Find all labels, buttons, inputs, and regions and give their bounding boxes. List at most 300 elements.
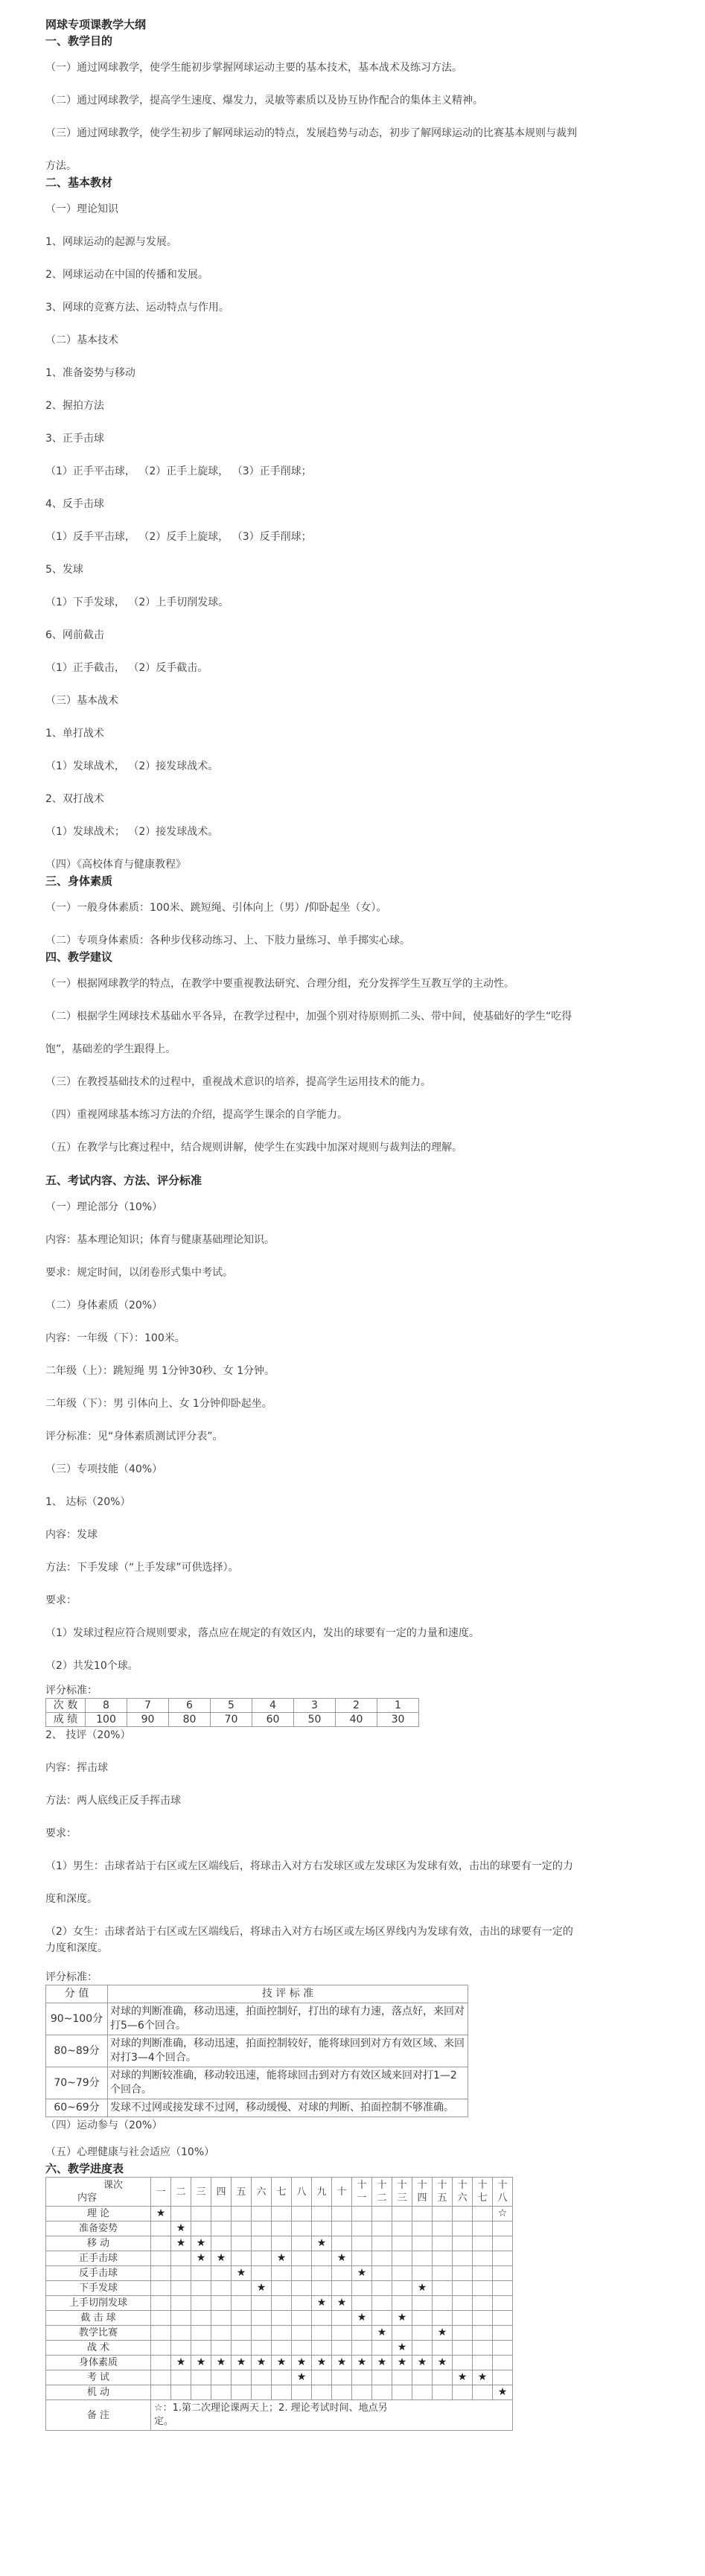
score-cell: 70 (211, 1713, 252, 1727)
schedule-empty-cell (312, 2281, 332, 2296)
schedule-empty-cell (352, 2385, 372, 2400)
s3-para-1: （一）一般身体素质：100米、跳短绳、引体向上（男）/仰卧起坐（女）。 (45, 902, 387, 914)
schedule-empty-cell (232, 2281, 252, 2296)
schedule-empty-cell (412, 2207, 433, 2222)
schedule-empty-cell (211, 2311, 232, 2326)
s2-textbook: （四）《高校体育与健康教程》 (45, 859, 186, 871)
schedule-empty-cell (292, 2311, 312, 2326)
schedule-empty-cell (211, 2222, 232, 2236)
s5-line: 内容：基本理论知识；体育与健康基础理论知识。 (45, 1234, 275, 1246)
schedule-row (46, 2311, 513, 2326)
schedule-empty-cell (252, 2207, 272, 2222)
star-icon: ★ (316, 2356, 327, 2368)
schedule-empty-cell (392, 2370, 412, 2385)
grade-score: 60~69分 (46, 2099, 108, 2117)
schedule-empty-cell (272, 2341, 292, 2356)
schedule-empty-cell (252, 2311, 272, 2326)
star-icon: ★ (316, 2297, 327, 2309)
schedule-empty-cell (171, 2251, 191, 2266)
schedule-empty-cell (332, 2207, 352, 2222)
schedule-empty-cell (392, 2266, 412, 2281)
schedule-empty-cell (473, 2311, 493, 2326)
grade-standard: 对球的判断准确，移动迅速，拍面控制较好，能将球回到对方有效区域、来回对打3—4个回合。 (108, 2035, 468, 2067)
schedule-empty-cell (473, 2236, 493, 2251)
grade-header-score: 分 值 (46, 1985, 108, 2003)
star-icon: ★ (236, 2356, 246, 2368)
count-cell: 7 (127, 1699, 169, 1713)
schedule-empty-cell (211, 2266, 232, 2281)
schedule-empty-cell (453, 2266, 473, 2281)
schedule-header-row (46, 2178, 513, 2207)
schedule-mark-cell (272, 2356, 292, 2370)
schedule-empty-cell (493, 2311, 513, 2326)
schedule-empty-cell (352, 2326, 372, 2341)
note-line: ☆：1.第二次理论课两天上；2. 理论考试时间、地点另 (154, 2402, 388, 2414)
schedule-row (46, 2207, 513, 2222)
schedule-empty-cell (493, 2370, 513, 2385)
schedule-empty-cell (272, 2236, 292, 2251)
schedule-row-label: 下手发球 (46, 2281, 151, 2296)
week-header-char: 十 (457, 2180, 468, 2191)
schedule-empty-cell (473, 2266, 493, 2281)
s5-line: （1）发球过程应符合规则要求，落点应在规定的有效区内，发出的球要有一定的力量和速度。 (45, 1627, 479, 1639)
star-icon: ★ (377, 2356, 387, 2368)
schedule-empty-cell (211, 2326, 232, 2341)
star-icon: ★ (437, 2327, 447, 2338)
note-line: 定。 (154, 2416, 174, 2427)
schedule-empty-cell (412, 2341, 433, 2356)
schedule-empty-cell (171, 2311, 191, 2326)
grade-standard: 对球的判断准确，移动迅速，拍面控制好，打出的球有力速，落点好，来回对打5—6个回合。 (108, 2003, 468, 2035)
schedule-empty-cell (453, 2385, 473, 2400)
star-icon: ★ (256, 2282, 267, 2294)
s2-line: 3、网球的竞赛方法、运动特点与作用。 (45, 302, 229, 314)
schedule-mark-cell (493, 2207, 513, 2222)
schedule-empty-cell (433, 2341, 453, 2356)
schedule-empty-cell (272, 2326, 292, 2341)
week-header-char: 五 (437, 2192, 447, 2204)
s2-line: 2、网球运动在中国的传播和发展。 (45, 269, 208, 281)
schedule-empty-cell (392, 2207, 412, 2222)
week-header-char: 十 (397, 2180, 407, 2191)
week-header-char: 一 (357, 2192, 367, 2204)
schedule-empty-cell (252, 2251, 272, 2266)
schedule-empty-cell (252, 2296, 272, 2311)
schedule-row-label: 理 论 (46, 2207, 151, 2222)
s5-line: 内容：挥击球 (45, 1762, 108, 1774)
schedule-mark-cell (312, 2296, 332, 2311)
star-icon: ★ (457, 2371, 468, 2383)
schedule-empty-cell (392, 2251, 412, 2266)
schedule-row (46, 2370, 513, 2385)
grade-header-standard: 技 评 标 准 (108, 1985, 468, 2003)
schedule-mark-cell (171, 2222, 191, 2236)
schedule-empty-cell (151, 2281, 171, 2296)
schedule-empty-cell (171, 2385, 191, 2400)
schedule-empty-cell (433, 2370, 453, 2385)
schedule-mark-cell (352, 2356, 372, 2370)
schedule-empty-cell (252, 2385, 272, 2400)
schedule-empty-cell (292, 2236, 312, 2251)
schedule-empty-cell (332, 2385, 352, 2400)
schedule-empty-cell (493, 2341, 513, 2356)
schedule-empty-cell (292, 2341, 312, 2356)
schedule-empty-cell (312, 2222, 332, 2236)
schedule-empty-cell (372, 2385, 392, 2400)
star-icon: ★ (397, 2356, 407, 2368)
s2-line: 1、单打战术 (45, 728, 104, 740)
schedule-mark-cell (412, 2281, 433, 2296)
schedule-row (46, 2281, 513, 2296)
schedule-mark-cell (191, 2251, 211, 2266)
week-header-char: 十 (377, 2180, 387, 2191)
week-header-cell (412, 2178, 433, 2207)
section-4-heading: 四、教学建议 (45, 950, 113, 964)
score-cell: 80 (169, 1713, 211, 1727)
schedule-empty-cell (392, 2281, 412, 2296)
schedule-empty-cell (453, 2236, 473, 2251)
schedule-empty-cell (232, 2311, 252, 2326)
schedule-empty-cell (252, 2341, 272, 2356)
schedule-empty-cell (292, 2385, 312, 2400)
s5-line: 要求： (45, 1828, 77, 1839)
schedule-empty-cell (352, 2281, 372, 2296)
s2-line: （三）基本战术 (45, 695, 118, 707)
count-cell: 3 (294, 1699, 336, 1713)
note-content (151, 2400, 513, 2431)
schedule-mark-cell (191, 2356, 211, 2370)
schedule-row (46, 2266, 513, 2281)
s2-line: 2、握拍方法 (45, 400, 104, 412)
schedule-empty-cell (232, 2370, 252, 2385)
s1-para-3: （三）通过网球教学，使学生初步了解网球运动的特点，发展趋势与动态，初步了解网球运动的比赛基本规则与裁判 (45, 127, 577, 139)
week-header-cell: 五 (232, 2178, 252, 2207)
schedule-empty-cell (232, 2326, 252, 2341)
s1-para-2: （二）通过网球教学，提高学生速度、爆发力，灵敏等素质以及协互协作配合的集体主义精神。 (45, 95, 483, 106)
schedule-empty-cell (493, 2281, 513, 2296)
count-cell: 8 (86, 1699, 127, 1713)
schedule-mark-cell (332, 2356, 352, 2370)
schedule-mark-cell (352, 2311, 372, 2326)
schedule-empty-cell (473, 2341, 493, 2356)
count-cell: 4 (252, 1699, 294, 1713)
schedule-empty-cell (433, 2236, 453, 2251)
teaching-schedule-table (45, 2177, 513, 2431)
s2-line: （1）发球战术； （2）接发球战术。 (45, 826, 219, 838)
s5-line: 内容：发球 (45, 1529, 98, 1541)
schedule-empty-cell (372, 2222, 392, 2236)
schedule-empty-cell (312, 2311, 332, 2326)
schedule-empty-cell (433, 2281, 453, 2296)
schedule-empty-cell (493, 2296, 513, 2311)
schedule-empty-cell (473, 2326, 493, 2341)
male-requirement: （1）男生：击球者站于右区或左区端线后，将球击入对方右发球区或左发球区为发球有效，击出的球要有一定的力 (45, 1860, 573, 1872)
score-cell: 30 (377, 1713, 419, 1727)
schedule-empty-cell (272, 2311, 292, 2326)
schedule-empty-cell (412, 2266, 433, 2281)
schedule-empty-cell (392, 2385, 412, 2400)
schedule-row-label: 移 动 (46, 2236, 151, 2251)
schedule-empty-cell (232, 2222, 252, 2236)
schedule-empty-cell (232, 2385, 252, 2400)
schedule-empty-cell (312, 2341, 332, 2356)
schedule-empty-cell (292, 2326, 312, 2341)
schedule-empty-cell (191, 2281, 211, 2296)
document-title: 网球专项课教学大纲 (45, 18, 147, 31)
star-icon: ★ (397, 2312, 407, 2324)
schedule-empty-cell (151, 2222, 171, 2236)
schedule-row-label: 考 试 (46, 2370, 151, 2385)
s4-para-2: （二）根据学生网球技术基础水平各异，在教学过程中，加强个别对待原则抓二头、带中间，使基础好的学生“吃得 (45, 1011, 572, 1023)
week-header-cell (392, 2178, 412, 2207)
schedule-mark-cell (412, 2356, 433, 2370)
score-row-label-scores: 成 绩 (46, 1713, 86, 1727)
score-cell: 100 (86, 1713, 127, 1727)
week-header-char: 七 (477, 2192, 488, 2204)
schedule-empty-cell (453, 2281, 473, 2296)
week-header-cell: 八 (292, 2178, 312, 2207)
schedule-mark-cell (372, 2326, 392, 2341)
female-requirement-cont: 力度和深度。 (45, 1942, 108, 1954)
star-icon: ★ (417, 2282, 427, 2294)
schedule-empty-cell (372, 2207, 392, 2222)
star-icon: ★ (176, 2222, 186, 2234)
schedule-empty-cell (191, 2266, 211, 2281)
star-icon: ★ (196, 2356, 206, 2368)
s4-para-2-cont: 饱”，基础差的学生跟得上。 (45, 1043, 176, 1055)
schedule-empty-cell (493, 2222, 513, 2236)
open-star-icon: ☆ (497, 2207, 508, 2219)
schedule-empty-cell (211, 2370, 232, 2385)
score-cell: 50 (294, 1713, 336, 1727)
schedule-empty-cell (453, 2251, 473, 2266)
schedule-corner-cell (46, 2178, 151, 2207)
s5-line: 内容：一年级（下）：100米。 (45, 1332, 185, 1344)
star-icon: ★ (497, 2386, 508, 2398)
s5-line: （一）理论部分（10%） (45, 1201, 163, 1213)
score-row-label-counts: 次 数 (46, 1699, 86, 1713)
schedule-mark-cell (392, 2341, 412, 2356)
star-icon: ★ (477, 2371, 488, 2383)
corner-lesson-label: 课次 (103, 2180, 123, 2191)
week-header-cell (493, 2178, 513, 2207)
schedule-empty-cell (433, 2385, 453, 2400)
schedule-empty-cell (312, 2385, 332, 2400)
grade-row (46, 2099, 468, 2117)
schedule-row-label: 身体素质 (46, 2356, 151, 2370)
week-header-cell: 六 (252, 2178, 272, 2207)
s5-line: 要求： (45, 1594, 77, 1606)
schedule-empty-cell (453, 2356, 473, 2370)
section-1-heading: 一、教学目的 (45, 34, 113, 48)
schedule-empty-cell (412, 2251, 433, 2266)
s1-para-3-cont: 方法。 (45, 160, 77, 172)
note-label: 备 注 (46, 2400, 151, 2431)
female-requirement: （2）女生：击球者站于右区或左区端线后，将球击入对方右场区或左场区界线内为发球有效，击出的球要有一定的 (45, 1926, 573, 1938)
star-icon: ★ (377, 2327, 387, 2338)
schedule-empty-cell (191, 2341, 211, 2356)
schedule-mark-cell (211, 2251, 232, 2266)
s4-para-4: （四）重视网球基本练习方法的介绍，提高学生课余的自学能力。 (45, 1109, 348, 1121)
schedule-empty-cell (412, 2385, 433, 2400)
week-header-char: 十 (477, 2180, 488, 2191)
schedule-empty-cell (433, 2266, 453, 2281)
schedule-mark-cell (332, 2296, 352, 2311)
serve-score-table (45, 1698, 419, 1727)
schedule-empty-cell (312, 2207, 332, 2222)
schedule-empty-cell (473, 2296, 493, 2311)
schedule-empty-cell (252, 2266, 272, 2281)
schedule-mark-cell (493, 2385, 513, 2400)
schedule-empty-cell (292, 2222, 312, 2236)
schedule-empty-cell (211, 2296, 232, 2311)
star-icon: ★ (336, 2356, 347, 2368)
schedule-empty-cell (292, 2296, 312, 2311)
week-header-cell: 一 (151, 2178, 171, 2207)
schedule-empty-cell (252, 2236, 272, 2251)
schedule-empty-cell (272, 2266, 292, 2281)
week-header-char: 十 (417, 2180, 427, 2191)
schedule-empty-cell (211, 2236, 232, 2251)
s2-line: 3、正手击球 (45, 433, 104, 445)
schedule-row (46, 2222, 513, 2236)
schedule-empty-cell (211, 2207, 232, 2222)
schedule-empty-cell (332, 2281, 352, 2296)
schedule-mark-cell (473, 2370, 493, 2385)
schedule-empty-cell (392, 2326, 412, 2341)
week-header-char: 八 (497, 2192, 508, 2204)
schedule-empty-cell (453, 2222, 473, 2236)
schedule-empty-cell (453, 2207, 473, 2222)
schedule-mark-cell (453, 2370, 473, 2385)
schedule-empty-cell (493, 2356, 513, 2370)
schedule-mark-cell (292, 2370, 312, 2385)
schedule-row-label: 上手切削发球 (46, 2296, 151, 2311)
star-icon: ★ (336, 2252, 347, 2264)
star-icon: ★ (256, 2356, 267, 2368)
count-cell: 2 (336, 1699, 377, 1713)
star-icon: ★ (236, 2267, 246, 2279)
score-table-row-counts (46, 1699, 419, 1713)
star-icon: ★ (357, 2267, 367, 2279)
schedule-empty-cell (272, 2296, 292, 2311)
schedule-empty-cell (453, 2326, 473, 2341)
schedule-mark-cell (332, 2251, 352, 2266)
schedule-empty-cell (191, 2385, 211, 2400)
week-header-cell (433, 2178, 453, 2207)
s5-line: 方法：两人底线正反手挥击球 (45, 1795, 181, 1807)
schedule-empty-cell (191, 2207, 211, 2222)
s3-para-2: （二）专项身体素质：各种步伐移动练习、上、下肢力量练习、单手掷实心球。 (45, 935, 410, 947)
schedule-mark-cell (272, 2251, 292, 2266)
schedule-row-label: 机 动 (46, 2385, 151, 2400)
week-header-cell: 九 (312, 2178, 332, 2207)
schedule-row-label: 准备姿势 (46, 2222, 151, 2236)
star-icon: ★ (216, 2356, 226, 2368)
section-2-heading: 二、基本教材 (45, 176, 113, 189)
schedule-empty-cell (232, 2296, 252, 2311)
schedule-empty-cell (191, 2370, 211, 2385)
grade-standard-label: 评分标准： (45, 1971, 98, 1983)
schedule-empty-cell (473, 2207, 493, 2222)
s4-para-5: （五）在教学与比赛过程中，结合规则讲解，使学生在实践中加深对规则与裁判法的理解。 (45, 1142, 462, 1154)
section-5-heading: 五、考试内容、方法、评分标准 (45, 1174, 202, 1187)
schedule-empty-cell (171, 2370, 191, 2385)
schedule-empty-cell (232, 2341, 252, 2356)
s2-line: （1）反手平击球， （2）反手上旋球， （3）反手削球； (45, 531, 312, 543)
schedule-empty-cell (171, 2266, 191, 2281)
star-icon: ★ (296, 2371, 307, 2383)
schedule-empty-cell (312, 2251, 332, 2266)
schedule-mark-cell (232, 2356, 252, 2370)
schedule-empty-cell (412, 2311, 433, 2326)
score-cell: 90 (127, 1713, 169, 1727)
count-cell: 5 (211, 1699, 252, 1713)
schedule-empty-cell (433, 2311, 453, 2326)
schedule-empty-cell (292, 2266, 312, 2281)
s5-line: （2）共发10个球。 (45, 1660, 138, 1672)
star-icon: ★ (357, 2312, 367, 2324)
schedule-empty-cell (171, 2296, 191, 2311)
schedule-empty-cell (453, 2296, 473, 2311)
star-icon: ★ (196, 2252, 206, 2264)
schedule-empty-cell (372, 2281, 392, 2296)
schedule-empty-cell (211, 2281, 232, 2296)
schedule-empty-cell (352, 2370, 372, 2385)
schedule-mark-cell (191, 2236, 211, 2251)
week-header-cell: 七 (272, 2178, 292, 2207)
week-header-char: 二 (377, 2192, 387, 2204)
schedule-empty-cell (151, 2385, 171, 2400)
star-icon: ★ (196, 2237, 206, 2249)
s4-para-1: （一）根据网球教学的特点，在教学中要重视教法研究、合理分组，充分发挥学生互教互学的主动性。 (45, 978, 514, 990)
schedule-empty-cell (232, 2207, 252, 2222)
schedule-empty-cell (151, 2251, 171, 2266)
schedule-mark-cell (171, 2356, 191, 2370)
grade-standard: 发球不过网或接发球不过网，移动缓慢、对球的判断、拍面控制不够准确。 (108, 2099, 468, 2117)
grade-row (46, 2067, 468, 2099)
star-icon: ★ (276, 2356, 287, 2368)
schedule-empty-cell (171, 2281, 191, 2296)
count-cell: 1 (377, 1699, 419, 1713)
technique-grade-table (45, 1985, 468, 2117)
star-icon: ★ (176, 2237, 186, 2249)
schedule-empty-cell (332, 2236, 352, 2251)
s5-line: 要求：规定时间，以闭卷形式集中考试。 (45, 1267, 233, 1279)
schedule-empty-cell (292, 2207, 312, 2222)
schedule-row (46, 2341, 513, 2356)
schedule-empty-cell (191, 2222, 211, 2236)
schedule-empty-cell (332, 2341, 352, 2356)
week-header-cell (352, 2178, 372, 2207)
schedule-empty-cell (312, 2370, 332, 2385)
s2-line: （1）正手平击球， （2）正手上旋球， （3）正手削球； (45, 465, 312, 477)
schedule-empty-cell (493, 2236, 513, 2251)
schedule-empty-cell (412, 2326, 433, 2341)
s2-line: 5、发球 (45, 564, 83, 576)
week-header-char: 三 (397, 2192, 407, 2204)
week-header-cell: 二 (171, 2178, 191, 2207)
male-requirement-cont: 度和深度。 (45, 1893, 98, 1905)
schedule-mark-cell (252, 2281, 272, 2296)
schedule-empty-cell (392, 2222, 412, 2236)
star-icon: ★ (276, 2252, 287, 2264)
schedule-empty-cell (332, 2266, 352, 2281)
score-cell: 60 (252, 1713, 294, 1727)
schedule-empty-cell (453, 2341, 473, 2356)
s5-line: 二年级（下）：男 引体向上、女 1分钟仰卧起坐。 (45, 1398, 272, 1410)
schedule-empty-cell (191, 2296, 211, 2311)
